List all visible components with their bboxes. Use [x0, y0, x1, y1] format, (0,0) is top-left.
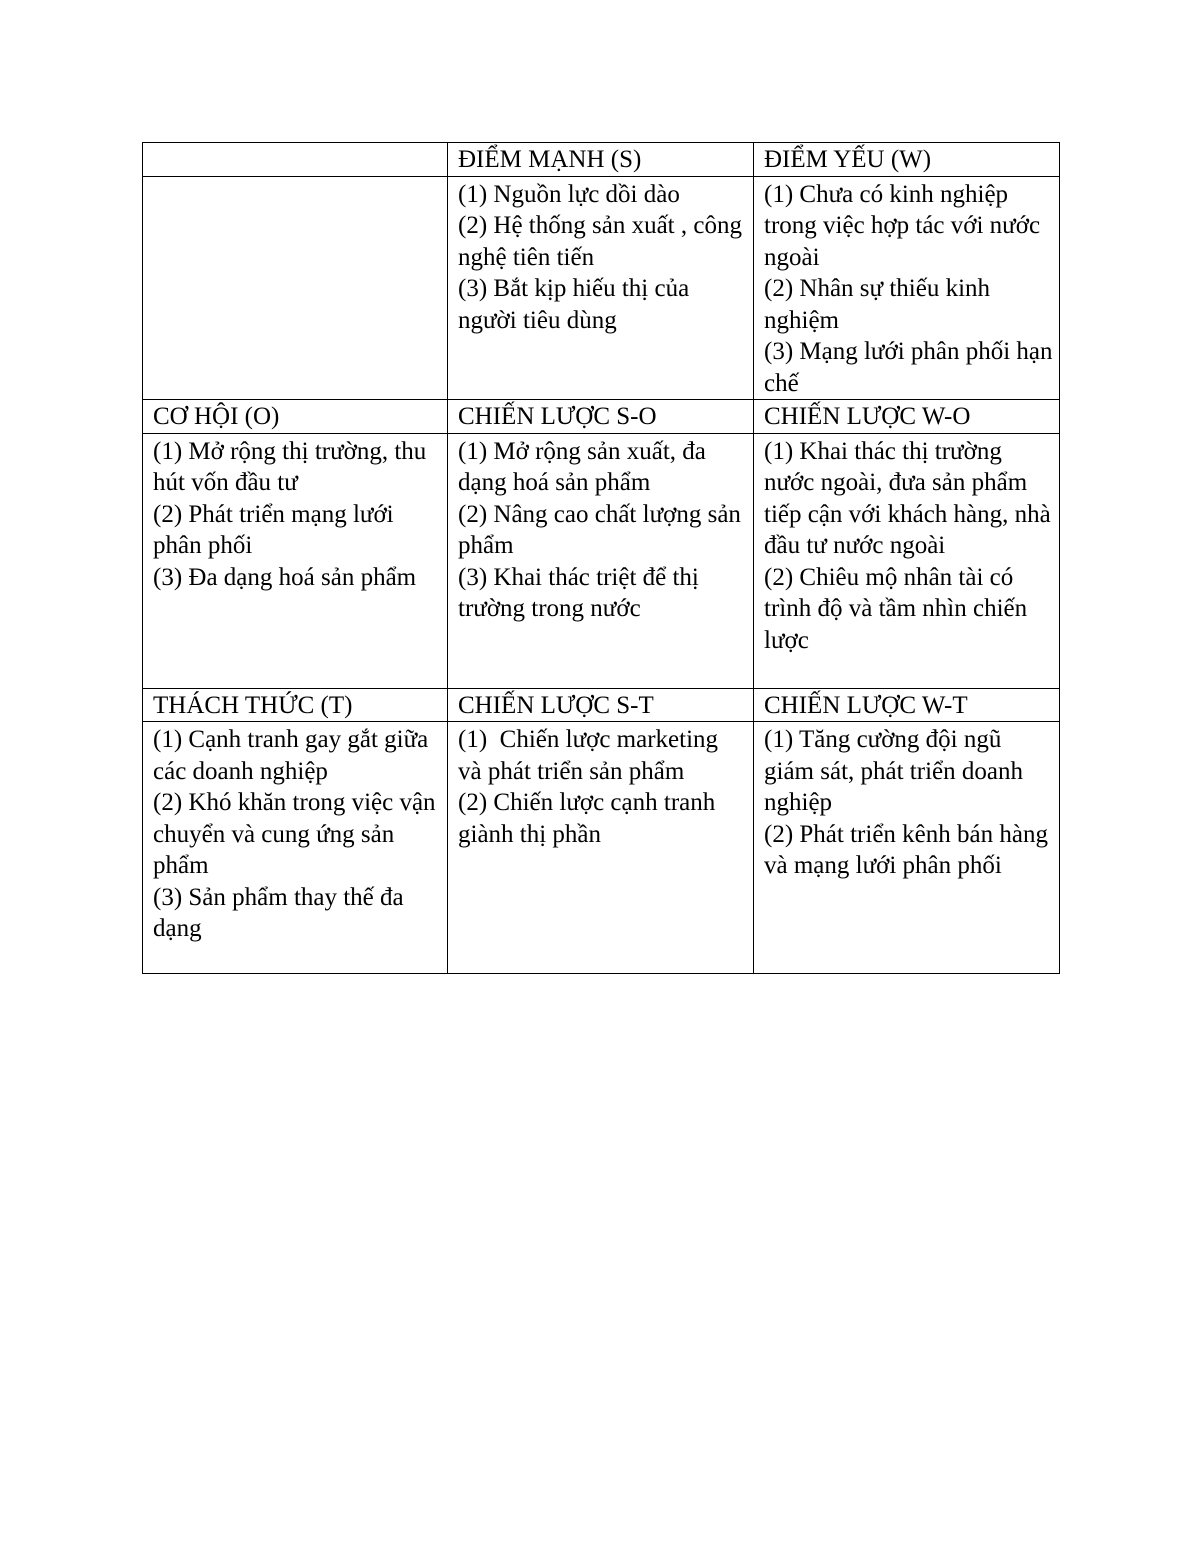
- threats-title: THÁCH THỨC (T): [143, 688, 448, 722]
- st-strategy-item: (1) Chiến lược marketing và phát triển sản phẩm: [458, 726, 725, 785]
- opportunities-header-row: [143, 400, 1060, 434]
- wo-strategy-item: (1) Khai thác thị trường nước ngoài, đưa sản phẩm tiếp cận với khách hàng, nhà đầu tư nước ngoài: [764, 437, 1057, 559]
- so-strategy-item: (2) Nâng cao chất lượng sản phẩm: [458, 500, 748, 559]
- wo-strategy-item: (2) Chiêu mộ nhân tài có trình độ và tầm nhìn chiến lược: [764, 563, 1034, 654]
- so-strategy-item: (3) Khai thác triệt để thị trường trong nước: [458, 563, 706, 622]
- strength-item: (3) Bắt kịp hiếu thị của người tiêu dùng: [458, 275, 696, 334]
- wo-strategy-title: CHIẾN LƯỢC W-O: [754, 400, 1060, 434]
- strength-item: (1) Nguồn lực dồi dào: [458, 180, 680, 208]
- wt-strategy-item: (2) Phát triển kênh bán hàng và mạng lưới phân phối: [764, 820, 1055, 879]
- empty-cell: [143, 176, 448, 400]
- opportunity-item: (1) Mở rộng thị trường, thu hút vốn đầu tư: [153, 437, 433, 496]
- weakness-item: (3) Mạng lưới phân phối hạn chế: [764, 338, 1059, 397]
- threats-row: [143, 722, 1060, 974]
- wt-strategy-item: (1) Tăng cường đội ngũ giám sát, phát triển doanh nghiệp: [764, 726, 1030, 816]
- threat-item: (2) Khó khăn trong việc vận chuyển và cung ứng sản phẩm: [153, 789, 442, 879]
- weaknesses-cell: [754, 176, 1060, 400]
- strength-item: (2) Hệ thống sản xuất , công nghệ tiên tiến: [458, 212, 749, 271]
- opportunities-title: CƠ HỘI (O): [143, 400, 448, 434]
- header-row: [143, 143, 1060, 177]
- wo-strategies-cell: [754, 433, 1060, 688]
- strengths-cell: [448, 176, 754, 400]
- strengths-weaknesses-row: [143, 176, 1060, 400]
- wt-strategy-title: CHIẾN LƯỢC W-T: [754, 688, 1060, 722]
- st-strategies-cell: [448, 722, 754, 974]
- st-strategy-item: (2) Chiến lược cạnh tranh giành thị phần: [458, 789, 722, 848]
- so-strategies-cell: [448, 433, 754, 688]
- corner-cell: [143, 143, 448, 177]
- swot-matrix-table: [142, 142, 1060, 974]
- opportunity-item: (2) Phát triển mạng lưới phân phối: [153, 500, 400, 559]
- strengths-title: ĐIỂM MẠNH (S): [448, 143, 754, 177]
- threat-item: (3) Sản phẩm thay thế đa dạng: [153, 883, 410, 942]
- so-strategy-title: CHIẾN LƯỢC S-O: [448, 400, 754, 434]
- threat-item: (1) Cạnh tranh gay gắt giữa các doanh nghiệp: [153, 726, 435, 785]
- threats-cell: [143, 722, 448, 974]
- so-strategy-item: (1) Mở rộng sản xuất, đa dạng hoá sản phẩm: [458, 437, 713, 496]
- opportunities-cell: [143, 433, 448, 688]
- opportunities-row: [143, 433, 1060, 688]
- threats-header-row: [143, 688, 1060, 722]
- st-strategy-title: CHIẾN LƯỢC S-T: [448, 688, 754, 722]
- weakness-item: (2) Nhân sự thiếu kinh nghiệm: [764, 275, 997, 334]
- opportunity-item: (3) Đa dạng hoá sản phẩm: [153, 563, 417, 591]
- weaknesses-title: ĐIỂM YẾU (W): [754, 143, 1060, 177]
- weakness-item: (1) Chưa có kinh nghiệp trong việc hợp tác với nước ngoài: [764, 180, 1047, 271]
- wt-strategies-cell: [754, 722, 1060, 974]
